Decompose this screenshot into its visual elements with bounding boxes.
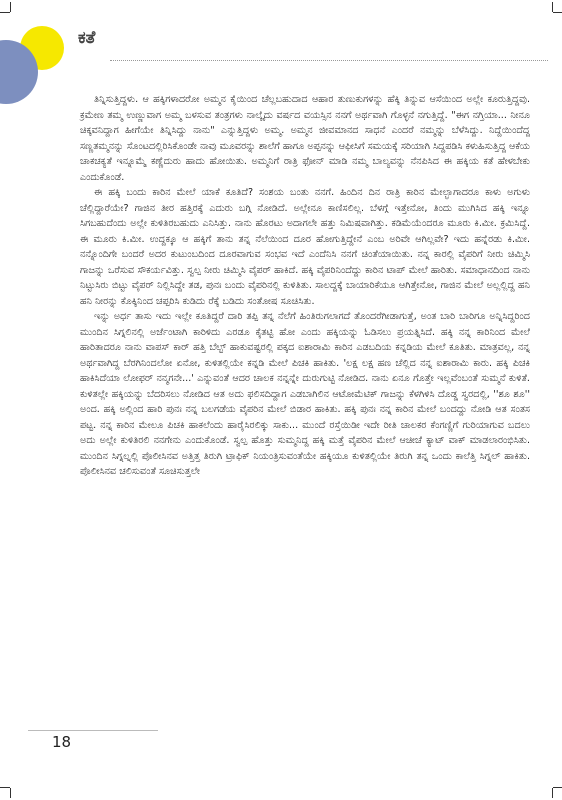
page-number: 18 [52, 733, 72, 751]
crop-mark-top-left-h [0, 12, 10, 13]
paragraph-2: ಈ ಹಕ್ಕಿ ಬಂದು ಕಾರಿನ ಮೇಲೆ ಯಾಕೆ ಕೂತಿದೆ? ಸಂಶಯ ಬಂತು ನನಗೆ. ಹಿಂದಿನ ದಿನ ರಾತ್ರಿ ಕಾರಿನ ಮೇಲ್ಭಾಗಾದರೂ ಕಾಳು ಅಗುಳು ಚೆಲ್ಲಿದ್ದಾರೆಯೇ? ಗಾಜಿನ ತೀರ ಹತ್ತಿರಕ್ಕೆ ಎದುರು ಬಗ್ಗಿ ನೋಡಿದೆ. ಅಲ್ಲೇನೂ ಕಾಣಿಸಲಿಲ್ಲ. ಬೆಳಗ್ಗೆ ಇತ್ತೇನೋ, ತಿಂದು ಮುಗಿಸಿದ ಹಕ್ಕಿ ಇನ್ನೂ ಸಿಗಬಹುದೆಂದು ಅಲ್ಲೇ ಕುಳಿತಿರಬಹುದು ಎನಿಸಿತ್ತು. ನಾನು ಹೊರಟು ಅದಾಗಲೇ ಹತ್ತು ನಿಮಿಷವಾಗಿತ್ತು. ಕಡಿಮೆಯೆಂದರೂ ಮೂರು ಕಿ.ಮೀ. ಕ್ರಮಿಸಿದ್ದೆ. ಈ ಮೂರು ಕಿ.ಮೀ. ಉದ್ದಕ್ಕೂ ಆ ಹಕ್ಕಿಗೆ ತಾನು ತನ್ನ ನೆಲೆಯಿಂದ ದೂರ ಹೋಗುತ್ತಿದ್ದೇನೆ ಎಂಬ ಅರಿವೇ ಆಗಿಲ್ಲವೇ? ಇದು ಹನ್ನೆರಡು ಕಿ.ಮೀ. ನನ್ನೊಂದಿಗೇ ಬಂದರೆ ಅದರ ಕುಟುಂಬದಿಂದ ದೂರವಾಗುವ ಸಂಭವ ಇದೆ ಎಂದೆನಿಸಿ ನನಗೆ ಚಿಂತೆಯಾಯಿತು. ನನ್ನ ಕಾರಲ್ಲಿ ವೈಪರಿಗೆ ನೀರು ಚಿಮ್ಮಿಸಿ ಗಾಜನ್ನು ಒರೆಸುವ ಸೌಕರ್ಯವಿತ್ತು. ಸ್ವಲ್ಪ ನೀರು ಚಿಮ್ಮಿಸಿ ವೈಪರ್ ಹಾಕಿದೆ. ಹಕ್ಕಿ ವೈಪರಿನಿಂದೆದ್ದು ಕಾರಿನ ಟಾಪ್ ಮೇಲೆ ಹಾರಿತು. ಸಮಾಧಾನದಿಂದ ನಾನು ನಿಟ್ಟುಸಿರು ಬಿಟ್ಟು ವೈಪರ್ ನಿಲ್ಲಿಸಿದ್ದೇ ತಡ, ಪುನಃ ಬಂದು ವೈಪರಿನಲ್ಲಿ ಕುಳಿತಿತು. ಸಾಲದ್ದಕ್ಕೆ ಬಾಯಾರಿಕೆಯೂ ಆಗಿತ್ತೇನೋ, ಗಾಜಿನ ಮೇಲೆ ಅಲ್ಲಲ್ಲಿದ್ದ ಹನಿ ಹನಿ ನೀರನ್ನು ಕೊಕ್ಕಿನಿಂದ ಚಪ್ಪರಿಸಿ ಕುಡಿದು ರೆಕ್ಕೆ ಬಡಿದು ಸಂತೋಷ ಸೂಚಿಸಿತು. [80, 187, 530, 307]
paragraph-1: ತಿನ್ನಿಸುತ್ತಿದ್ದಳು. ಆ ಹಕ್ಕಿಗಳಾದರೋ ಅಮ್ಮನ ಕೈಯಿಂದ ಚೆಲ್ಲಬಹುದಾದ ಆಹಾರ ತುಣುಕುಗಳನ್ನು ಹೆಕ್ಕಿ ತಿನ್ನುವ ಆಸೆಯಿಂದ ಅಲ್ಲೇ ಕೂರುತ್ತಿದ್ದವು. ಕ್ರಮೇಣ ತಮ್ಮ ಉಣ್ಣುವಾಗ ಅಮ್ಮ ಬಳಸುವ ತಂತ್ರಗಳು ನಾಲ್ಕೈದು ವರ್ಷದ ವಯಸ್ಸಿನ ನನಗೆ ಅರ್ಥವಾಗಿ ಗೊಳ್ಳನೆ ನಗುತ್ತಿದ್ದೆ. "ಈಗ ನಗ್ತಿಯಾ... ನೀನೂ ಚಿಕ್ಕವನಿದ್ದಾಗ ಹೀಗೆಯೇ ತಿನ್ನಿಸಿದ್ದು ನಾನು" ಎನ್ನುತ್ತಿದ್ದಳು ಅಮ್ಮ. ಅಮ್ಮನ ಜೀವಮಾನದ ಸಾಧನೆ ಎಂದರೆ ನಮ್ಮನ್ನು ಬೆಳೆಸಿದ್ದು. ನಿದ್ದೆಯಿಂದೆದ್ದ ಸಣ್ಣತಮ್ಮನನ್ನು ಸೊಂಟದಲ್ಲಿರಿಸಿಕೊಂಡೇ ನಾವು ಮೂವರನ್ನು ಶಾಲೆಗೆ ಹಾಗೂ ಅಪ್ಪನನ್ನು ಆಫೀಸಿಗೆ ಸಮಯಕ್ಕೆ ಸರಿಯಾಗಿ ಸಿದ್ದಪಡಿಸಿ ಕಳುಹಿಸುತ್ತಿದ್ದ ಆಕೆಯ ಚಾಕಚಕ್ಯತೆ ಇನ್ನೂಮ್ಮೆ ಕಣ್ಣೆದುರು ಹಾದು ಹೋಯಿತು. ಅಮ್ಮನಿಗೆ ರಾತ್ರಿ ಫೋನ್ ಮಾಡಿ ನಮ್ಮ ಬಾಲ್ಯವನ್ನು ನೆನಪಿಸಿದ ಈ ಹಕ್ಕಿಯ ಕತೆ ಹೇಳಬೇಕು ಎಂದುಕೊಂಡೆ. [80, 94, 530, 183]
crop-mark-bottom-left [10, 788, 11, 798]
crop-mark-bottom-left-h [0, 787, 10, 788]
article-body [80, 92, 530, 480]
crop-mark-bottom-right [552, 788, 553, 798]
header-divider [110, 60, 548, 61]
footer-divider [28, 730, 158, 731]
paragraph-3: ಇನ್ನು ಅರ್ಧ ತಾಸು ಇದು ಇಲ್ಲೇ ಕೂತಿದ್ದರೆ ದಾರಿ ತಪ್ಪಿ ತನ್ನ ನೆಲೆಗೆ ಹಿಂತಿರುಗಲಾಗದೆ ತೊಂದರೆಗೀಡಾಗುತ್ತೆ, ಅಂತ ಬಾರಿ ಬಾರಿಗೂ ಅನ್ನಿಸಿದ್ದರಿಂದ ಮುಂದಿನ ಸಿಗ್ನಲಿನಲ್ಲಿ ಅರ್ಜೆಂಟಾಗಿ ಕಾರಿಳಿದು ಎರಡೂ ಕೈತಟ್ಟಿ ಹೋ ಎಂದು ಹಕ್ಕಿಯನ್ನು ಓಡಿಸಲು ಪ್ರಯತ್ನಿಸಿದೆ. ಹಕ್ಕಿ ನನ್ನ ಕಾರಿನಿಂದ ಮೇಲೆ ಹಾರಿತಾದರೂ ನಾನು ವಾಪಸ್ ಕಾರ್ ಹತ್ತಿ ಬೆಲ್ಟ್ ಹಾಕುವಷ್ಟರಲ್ಲಿ ಪಕ್ಕದ ಐಶಾರಾಮಿ ಕಾರಿನ ಎಡಬದಿಯ ಕನ್ನಡಿಯ ಮೇಲೆ ಕೂತಿತು. ಮಾತ್ರವಲ್ಲ, ನನ್ನ ಅರ್ಥವಾಗಿದ್ದ ಬೆರಗಿನಿಂದಲೋ ಏನೋ, ಕುಳಿತಲ್ಲಿಯೇ ಕನ್ನಡಿ ಮೇಲೆ ಪಿಚಕಿ ಹಾಕಿತು. 'ಲಕ್ಷ ಲಕ್ಷ ಹಣ ಚೆಲ್ಲಿದ ನನ್ನ ಐಶಾರಾಮಿ ಕಾರು. ಹಕ್ಕಿ ಪಿಚಕಿ ಹಾಕಿಸಿದೆಯಾ ಲೋಫರ್ ನನ್ಮಗನೇ...' ಎನ್ನುವಂತೆ ಆದರ ಚಾಲಕ ನನ್ನನ್ನೇ ದುರುಗುಟ್ಟಿ ನೋಡಿದ. ನಾನು ಏನೂ ಗೊತ್ತೇ ಇಲ್ಲವೆಂಬಂತೆ ಸುಮ್ಮನೆ ಕುಳಿತೆ. ಕುಳಿತಲ್ಲೇ ಹಕ್ಕಿಯನ್ನು ಬೆದರಿಸಲು ನೋಡಿದ ಆತ ಅದು ಫಲಿಸದಿದ್ದಾಗ ಎಡಬಾಗಿಲಿನ ಆಟೋಮೆಟಿಕ್ ಗಾಜನ್ನು ಕೆಳಗಿಳಿಸಿ ದೊಡ್ಡ ಸ್ವರದಲ್ಲಿ, ''ಶೂ ಶೂ'' ಅಂದ. ಹಕ್ಕಿ ಅಲ್ಲಿಂದ ಹಾರಿ ಪುನಃ ನನ್ನ ಬಲಗಡೆಯ ವೈಪರಿನ ಮೇಲೆ ಬಿಡಾರ ಹಾಕಿತು. ಹಕ್ಕಿ ಪುನಃ ನನ್ನ ಕಾರಿನ ಮೇಲೆ ಬಂದದ್ದು ನೋಡಿ ಆತ ಸಂತಸ ಪಟ್ಟ. ನನ್ನ ಕಾರಿನ ಮೇಲೂ ಪಿಚಕಿ ಹಾಕಲೆಂದು ಹಾರೈಸಿರಲಿಕ್ಕು ಸಾಕು... ಮುಂದೆ ರಸ್ತೆಯಿಡೀ ಇದೇ ರೀತಿ ಚಾಲಕರ ಕೆಂಗಣ್ಣಿಗೆ ಗುರಿಯಾಗುವ ಬದಲು ಅದು ಅಲ್ಲೇ ಕುಳಿತಿರಲಿ ನನಗೇನು ಎಂದುಕೊಂಡೆ. ಸ್ವಲ್ಪ ಹೊತ್ತು ಸುಮ್ಮನಿದ್ದ ಹಕ್ಕಿ ಮತ್ತೆ ವೈಪರಿನ ಮೇಲೆ ಆಚೀಚೆ ಕ್ಯಾಟ್ ವಾಕ್ ಮಾಡಲಾರಂಭಿಸಿತು. ಮುಂದಿನ ಸಿಗ್ನಲ್ನಲ್ಲಿ ಪೊಲೀಸಿನವ ಅತ್ತಿತ್ತ ತಿರುಗಿ ಟ್ರಾಫಿಕ್ ನಿಯಂತ್ರಿಸುವಂತೆಯೇ ಹಕ್ಕಿಯೂ ಕುಳಿತಲ್ಲಿಯೇ ತಿರುಗಿ ತನ್ನ ಒಂದು ಕಾಲೆತ್ತಿ ಸಿಗ್ನಲ್ ಹಾಕಿತು. ಪೊಲೀಸಿನವ ಚಲಿಸುವಂತೆ ಸೂಚಿಸುತ್ತಲೇ [80, 311, 530, 477]
crop-mark-top-left [10, 2, 11, 12]
crop-mark-top-right [552, 2, 553, 12]
crop-mark-bottom-right-h [553, 787, 562, 788]
section-title: ಕತೆ [78, 28, 96, 48]
crop-mark-top-right-h [553, 12, 562, 13]
